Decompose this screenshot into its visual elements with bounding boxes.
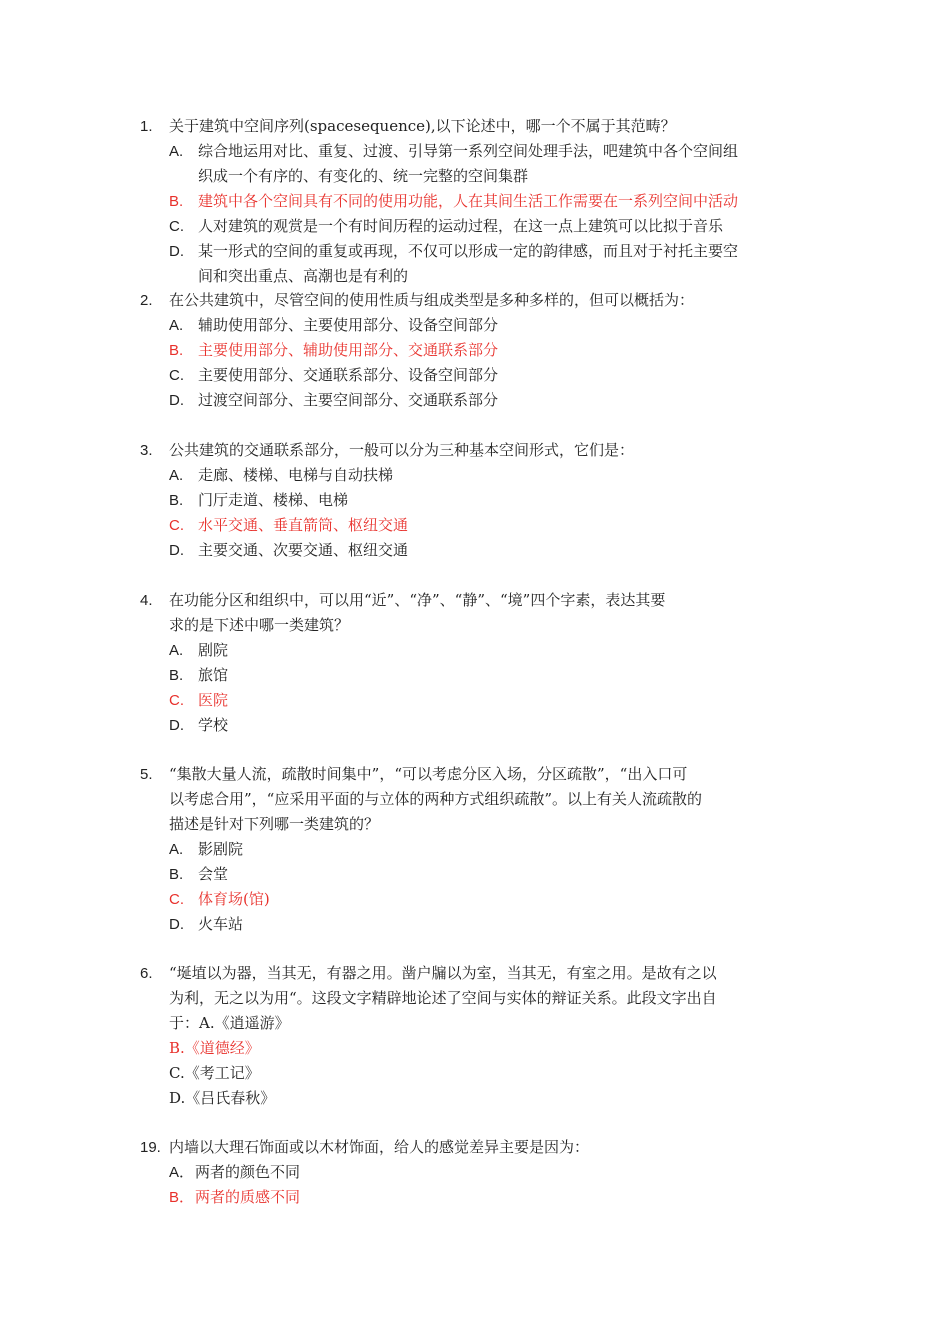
question-3 xyxy=(140,438,810,563)
option-text-line: 门厅走道、楼梯、电梯 xyxy=(198,491,349,509)
question-stem xyxy=(140,1135,810,1160)
option-text-line: 织成一个有序的、有变化的、统一完整的空间集群 xyxy=(198,167,529,185)
question-6 xyxy=(140,961,810,1111)
question-number: 2. xyxy=(140,292,153,309)
option-letter: C. xyxy=(169,218,184,235)
question-1 xyxy=(140,114,810,289)
option-text-line: 影剧院 xyxy=(198,840,244,858)
stem-line: 于： xyxy=(169,1014,200,1032)
question-number: 1. xyxy=(140,118,153,135)
option-d: D.《吕氏春秋》 xyxy=(169,1089,276,1107)
question-stem xyxy=(140,961,810,986)
question-number: 6. xyxy=(140,965,153,982)
option-d xyxy=(169,912,810,937)
option-b xyxy=(169,862,810,887)
option-text-line: 主要使用部分、辅助使用部分、交通联系部分 xyxy=(198,341,499,359)
option-d xyxy=(169,713,810,738)
question-stem xyxy=(140,588,810,613)
option-a xyxy=(169,837,810,862)
option-letter: A. xyxy=(169,317,184,334)
question-number: 19. xyxy=(140,1139,161,1156)
option-text-line: 旅馆 xyxy=(198,666,229,684)
option-text-line: 综合地运用对比、重复、过渡、引导第一系列空间处理手法，吧建筑中各个空间组 xyxy=(198,142,739,160)
option-text-line: 建筑中各个空间具有不同的使用功能，人在其间生活工作需要在一系列空间中活动 xyxy=(198,192,739,210)
option-text-line: 走廊、楼梯、电梯与自动扶梯 xyxy=(198,466,394,484)
option-a xyxy=(169,463,810,488)
option-letter: A． xyxy=(169,1164,195,1181)
option-b-correct xyxy=(169,338,810,363)
option-text-line: 火车站 xyxy=(198,915,244,933)
option-c-correct xyxy=(169,887,810,912)
option-text-line: 剧院 xyxy=(198,641,229,659)
option-b-correct xyxy=(169,1185,810,1210)
option-b xyxy=(169,663,810,688)
option-a: A.《逍遥游》 xyxy=(199,1014,290,1032)
option-d xyxy=(169,388,810,413)
stem-line: 为利，无之以为用“。这段文字精辟地论述了空间与实体的辩证关系。此段文字出自 xyxy=(169,989,717,1007)
option-b xyxy=(169,488,810,513)
option-text-line: 辅助使用部分、主要使用部分、设备空间部分 xyxy=(198,316,499,334)
option-c-correct xyxy=(169,688,810,713)
option-text-line: 主要交通、次要交通、枢纽交通 xyxy=(198,541,409,559)
question-4 xyxy=(140,588,810,738)
question-stem-continued xyxy=(140,613,810,638)
option-text-line: 医院 xyxy=(198,691,229,709)
question-stem-continued xyxy=(140,986,810,1011)
option-text-line: 学校 xyxy=(198,716,229,734)
stem-line: 关于建筑中空间序列(spacesequence),以下论述中，哪一个不属于其范畴？ xyxy=(169,117,676,135)
option-letter: C. xyxy=(169,891,184,908)
option-letter: D. xyxy=(169,542,184,559)
option-a xyxy=(169,1160,810,1185)
stem-line: 在公共建筑中，尽管空间的使用性质与组成类型是多种多样的，但可以概括为： xyxy=(169,291,695,309)
option-text-line: 主要使用部分、交通联系部分、设备空间部分 xyxy=(198,366,499,384)
option-c xyxy=(169,214,810,239)
question-stem xyxy=(140,288,810,313)
option-text-line: 会堂 xyxy=(198,865,229,883)
option-b-correct: B.《道德经》 xyxy=(169,1039,260,1057)
stem-line: 以考虑合用”，“应采用平面的与立体的两种方式组织疏散”。以上有关人流疏散的 xyxy=(169,790,703,808)
stem-line: 内墙以大理石饰面或以木材饰面，给人的感觉差异主要是因为： xyxy=(169,1138,590,1156)
option-b-correct xyxy=(169,189,810,214)
option-letter: C. xyxy=(169,517,184,534)
option-letter: B. xyxy=(169,342,184,359)
option-letter: B. xyxy=(169,492,184,509)
option-letter: A. xyxy=(169,143,184,160)
option-letter: B. xyxy=(169,667,184,684)
question-19 xyxy=(140,1135,810,1210)
option-letter: A. xyxy=(169,642,184,659)
question-stem xyxy=(140,762,810,787)
option-letter: C. xyxy=(169,367,184,384)
question-stem xyxy=(140,114,810,139)
option-letter: C. xyxy=(169,692,184,709)
option-letter: B． xyxy=(169,1189,195,1206)
option-text-line: 两者的颜色不同 xyxy=(195,1163,301,1181)
stem-line: “集散大量人流，疏散时间集中”，“可以考虑分区入场，分区疏散”，“出入口可 xyxy=(169,765,688,783)
option-letter: D. xyxy=(169,243,184,260)
stem-line: 公共建筑的交通联系部分，一般可以分为三种基本空间形式，它们是： xyxy=(169,441,635,459)
option-text-line: 人对建筑的观赏是一个有时间历程的运动过程，在这一点上建筑可以比拟于音乐 xyxy=(198,217,724,235)
option-a xyxy=(169,638,810,663)
option-c: C.《考工记》 xyxy=(169,1064,260,1082)
question-2 xyxy=(140,288,810,413)
option-text-line: 过渡空间部分、主要空间部分、交通联系部分 xyxy=(198,391,499,409)
option-a xyxy=(169,313,810,338)
option-letter: D. xyxy=(169,717,184,734)
question-number: 5. xyxy=(140,766,153,783)
option-letter: D. xyxy=(169,392,184,409)
question-number: 4. xyxy=(140,592,153,609)
stem-line: 求的是下述中哪一类建筑？ xyxy=(169,616,350,634)
option-c xyxy=(169,363,810,388)
option-text-line: 间和突出重点、高潮也是有利的 xyxy=(198,267,409,285)
question-stem-continued xyxy=(140,1011,810,1036)
option-letter: A. xyxy=(169,467,184,484)
option-c-correct xyxy=(169,513,810,538)
option-d xyxy=(169,538,810,563)
option-letter: B. xyxy=(169,866,184,883)
option-text-line: 体育场(馆) xyxy=(198,890,270,908)
question-stem xyxy=(140,438,810,463)
stem-line: “埏埴以为器，当其无，有器之用。凿户牖以为室，当其无，有室之用。是故有之以 xyxy=(169,964,717,982)
option-letter: A. xyxy=(169,841,184,858)
option-letter: B. xyxy=(169,193,184,210)
option-letter: D. xyxy=(169,916,184,933)
question-stem-continued xyxy=(140,787,810,812)
option-text-line: 某一形式的空间的重复或再现，不仅可以形成一定的韵律感，而且对于衬托主要空 xyxy=(198,242,739,260)
option-a xyxy=(169,139,810,189)
question-stem-continued xyxy=(140,812,810,837)
option-text-line: 水平交通、垂直箭筒、枢纽交通 xyxy=(198,516,409,534)
option-d xyxy=(169,239,810,289)
option-text-line: 两者的质感不同 xyxy=(195,1188,301,1206)
stem-line: 描述是针对下列哪一类建筑的？ xyxy=(169,815,380,833)
question-number: 3. xyxy=(140,442,153,459)
question-5 xyxy=(140,762,810,937)
stem-line: 在功能分区和组织中，可以用“近”、“净”、“静”、“境”四个字素，表达其要 xyxy=(169,591,666,609)
